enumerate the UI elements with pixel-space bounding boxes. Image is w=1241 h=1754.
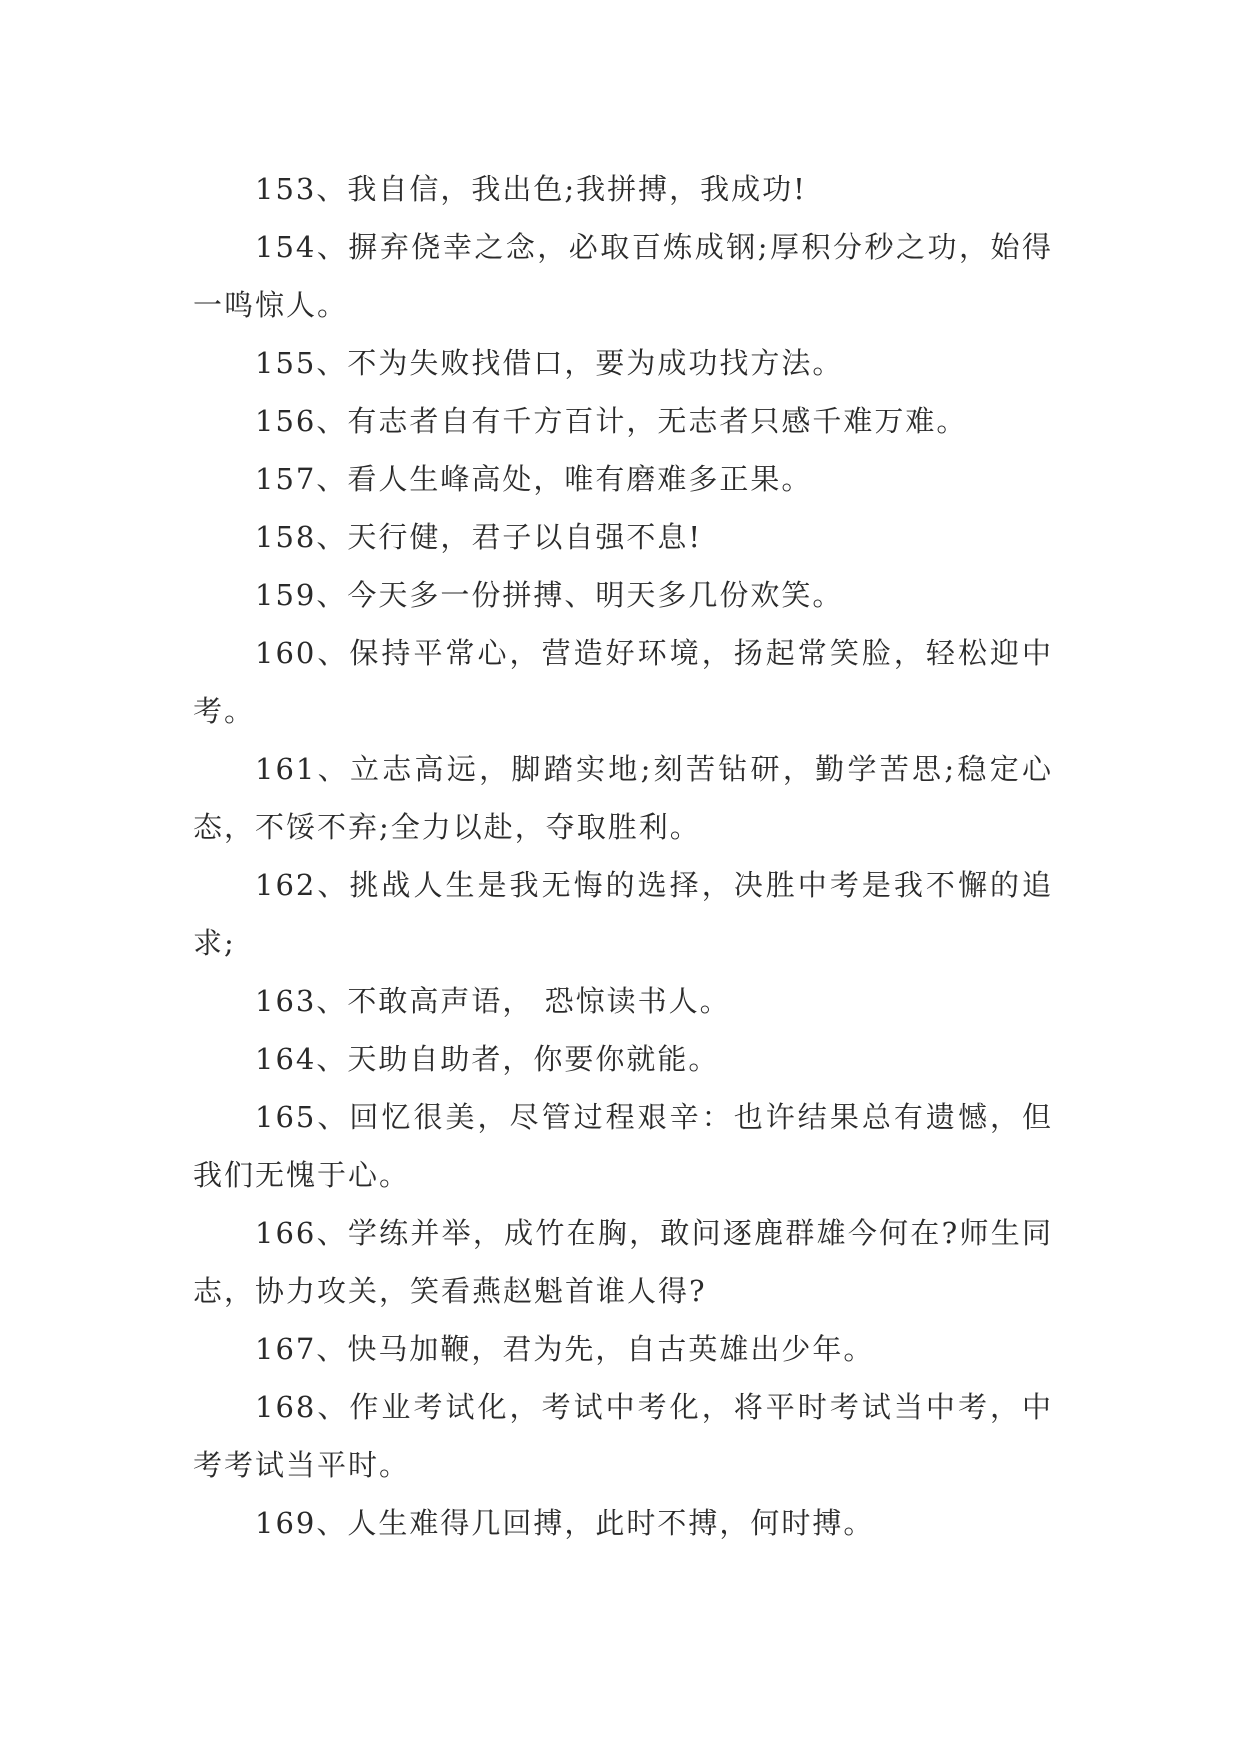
paragraph-155: 155、不为失败找借口，要为成功找方法。 [255,346,844,380]
paragraph-168: 168、作业考试化，考试中考化，将平时考试当中考，中考考试当平时。 [193,1390,1053,1482]
paragraph-157: 157、看人生峰高处，唯有磨难多正果。 [255,462,813,496]
paragraph-161: 161、立志高远，脚踏实地;刻苦钻研，勤学苦思;稳定心态，不馁不弃;全力以赴，夺取胜利。 [193,752,1053,844]
paragraph-169: 169、人生难得几回搏，此时不搏，何时搏。 [255,1506,875,1540]
paragraph-158: 158、天行健，君子以自强不息! [255,520,703,554]
paragraph-166: 166、学练并举，成竹在胸，敢问逐鹿群雄今何在?师生同志，协力攻关，笑看燕赵魁首谁人得? [193,1216,1053,1308]
paragraph-162: 162、挑战人生是我无悔的选择，决胜中考是我不懈的追求; [193,868,1053,960]
paragraph-164: 164、天助自助者，你要你就能。 [255,1042,720,1076]
paragraph-163: 163、不敢高声语， 恐惊读书人。 [255,984,731,1018]
paragraph-159: 159、今天多一份拼搏、明天多几份欢笑。 [255,578,844,612]
paragraph-165: 165、回忆很美，尽管过程艰辛：也许结果总有遗憾，但我们无愧于心。 [193,1100,1053,1192]
paragraph-153: 153、我自信，我出色;我拼搏，我成功! [255,172,807,206]
paragraph-160: 160、保持平常心，营造好环境，扬起常笑脸，轻松迎中考。 [193,636,1053,728]
paragraph-154: 154、摒弃侥幸之念，必取百炼成钢;厚积分秒之功，始得一鸣惊人。 [193,230,1053,322]
paragraph-156: 156、有志者自有千方百计，无志者只感千难万难。 [255,404,968,438]
document-body [193,160,1053,1552]
paragraph-167: 167、快马加鞭，君为先，自古英雄出少年。 [255,1332,875,1366]
